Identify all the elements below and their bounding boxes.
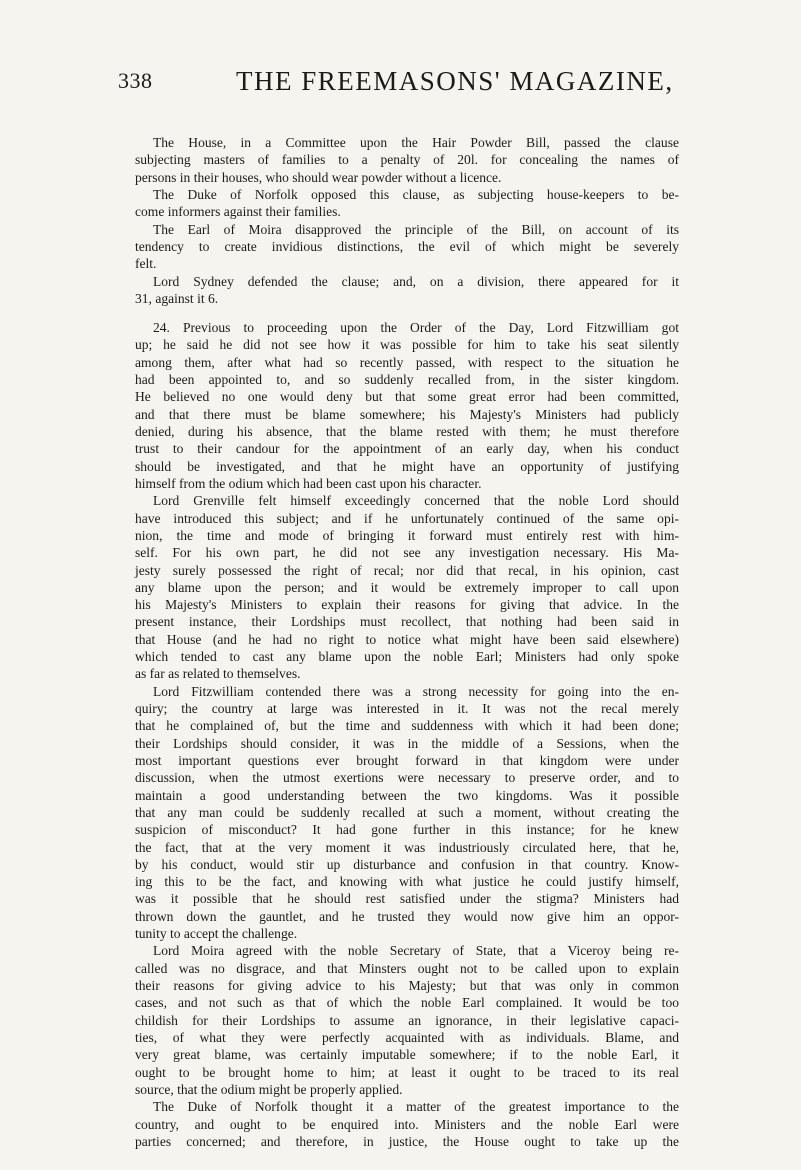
text-line: that House (and he had no right to notice what might have been said elsewhere) <box>135 631 679 647</box>
text-line: The Earl of Moira disapproved the principle of the Bill, on account of its <box>153 221 679 237</box>
text-line: jesty surely possessed the right of recal; nor did that recal, in his opinion, cast <box>135 562 679 578</box>
page-number: 338 <box>118 68 153 93</box>
text-line: The Duke of Norfolk opposed this clause, as subjecting house-keepers to be- <box>153 186 679 202</box>
text-line: which tended to cast any blame upon the noble Earl; Ministers had only spoke <box>135 649 679 665</box>
paragraph <box>117 319 679 492</box>
text-line: that he complained of, but the time and suddenness with which it had been done; <box>135 718 679 734</box>
text-line: by his conduct, would stir up disturbance and confusion in that country. Know- <box>135 856 679 872</box>
text-line: up; he said he did not see how it was possible for him to take his seat silently <box>135 337 679 353</box>
text-line: self. For his own part, he did not see any investigation necessary. His Ma- <box>135 545 679 561</box>
text-line: ing this to be the fact, and knowing with what justice he could justify himself, <box>135 874 679 890</box>
text-line: The Duke of Norfolk thought it a matter of the greatest importance to the <box>153 1099 679 1115</box>
text-line: Lord Grenville felt himself exceedingly concerned that the noble Lord should <box>153 493 679 509</box>
text-line: childish for their Lordships to assume an ignorance, in their legislative capaci- <box>135 1012 679 1028</box>
text-line: Lord Sydney defended the clause; and, on a division, there appeared for it <box>153 273 679 289</box>
text-line: that any man could be suddenly recalled at such a moment, without creating the <box>135 804 679 820</box>
text-line: the fact, that at the very moment it was industriously circulated here, that he, <box>135 839 679 855</box>
page-header <box>118 66 688 106</box>
text-line: persons in their houses, who should wear powder without a licence. <box>135 169 502 185</box>
text-line: any blame upon the person; and it would be extremely improper to call upon <box>135 579 679 595</box>
text-line: country, and ought to be enquired into. Ministers and the noble Earl were <box>135 1116 679 1132</box>
text-line: 24. Previous to proceeding upon the Order of the Day, Lord Fitzwilliam got <box>153 320 679 336</box>
text-line: The House, in a Committee upon the Hair Powder Bill, passed the clause <box>153 135 679 150</box>
text-line: should be investigated, and that he might have an opportunity of justifying <box>135 458 679 474</box>
text-line: subjecting masters of families to a penalty of 20l. for concealing the names of <box>135 152 679 168</box>
text-line: quiry; the country at large was interested in it. It was not the recal merely <box>135 701 679 716</box>
text-line: tendency to create invidious distinctions, the evil of which might be severely <box>135 238 679 254</box>
paragraph-gap <box>117 307 679 319</box>
text-line: as far as related to themselves. <box>135 666 301 682</box>
text-line: their Lordships should consider, it was in the middle of a Sessions, when the <box>135 735 679 751</box>
text-line: tunity to accept the challenge. <box>135 926 298 942</box>
text-line: cases, and not such as that of which the noble Earl complained. It would be too <box>135 995 679 1011</box>
text-line: denied, during his absence, that the blame rested with them; he must therefore <box>135 424 679 439</box>
paragraph <box>117 221 679 273</box>
paragraph <box>117 273 679 308</box>
paragraph <box>117 186 679 221</box>
paragraph <box>117 683 679 943</box>
text-line: present instance, their Lordships must recollect, that nothing had been said in <box>135 614 679 630</box>
text-line: nion, the time and mode of bringing it forward must entirely rest with him- <box>135 527 679 543</box>
text-line: maintain a good understanding between the two kingdoms. Was it possible <box>135 787 679 803</box>
text-line: Lord Fitzwilliam contended there was a strong necessity for going into the en- <box>153 683 679 699</box>
text-line: very great blame, was certainly imputable somewhere; if to the noble Earl, it <box>135 1047 679 1063</box>
text-line: ought to be brought home to him; at least it ought to be traced to its real <box>135 1064 679 1080</box>
text-line: thrown down the gauntlet, and he trusted they would now give him an oppor- <box>135 908 679 924</box>
running-head: THE FREEMASONS' MAGAZINE, <box>236 66 674 96</box>
paragraph <box>117 134 679 186</box>
text-line: have introduced this subject; and if he unfortunately continued of the same opi- <box>135 510 679 526</box>
text-line: source, that the odium might be properly applied. <box>135 1081 403 1097</box>
text-line: among them, after what had so recently passed, with respect to the situation he <box>135 354 679 370</box>
text-line: was it possible that he should rest satisfied under the stigma? Ministers had <box>135 891 679 907</box>
text-line: come informers against their families. <box>135 204 341 220</box>
text-line: suspicion of misconduct? It had gone further in this instance; for he knew <box>135 822 679 838</box>
text-line: his Majesty's Ministers to explain their reasons for giving that advice. In the <box>135 597 679 613</box>
text-line: felt. <box>135 256 157 272</box>
text-line: discussion, when the utmost exertions were necessary to preserve order, and to <box>135 770 679 786</box>
text-line: most important questions ever brought forward in that kingdom were under <box>135 752 679 768</box>
text-line: 31, against it 6. <box>135 290 219 306</box>
text-line: He believed no one would deny but that some great error had been committed, <box>135 389 679 405</box>
paragraph <box>117 1098 679 1150</box>
text-line: called was no disgrace, and that Minsters ought not to be called upon to explain <box>135 960 679 976</box>
text-line: trust to their candour for the appointment of an early day, when his conduct <box>135 441 679 457</box>
article-body <box>117 134 679 1150</box>
text-line: had been appointed to, and so suddenly recalled from, in the sister kingdom. <box>135 372 679 388</box>
text-line: himself from the odium which had been cast upon his character. <box>135 475 482 491</box>
text-line: parties concerned; and therefore, in justice, the House ought to take up the <box>135 1133 679 1149</box>
paragraph <box>117 492 679 682</box>
text-line: their reasons for giving advice to his Majesty; but that was only in common <box>135 978 679 993</box>
text-line: ties, of what they were perfectly acquainted with as individuals. Blame, and <box>135 1029 679 1045</box>
paragraph <box>117 942 679 1098</box>
text-line: Lord Moira agreed with the noble Secretary of State, that a Viceroy being re- <box>153 943 679 959</box>
text-line: and that there must be blame somewhere; his Majesty's Ministers had publicly <box>135 406 679 422</box>
